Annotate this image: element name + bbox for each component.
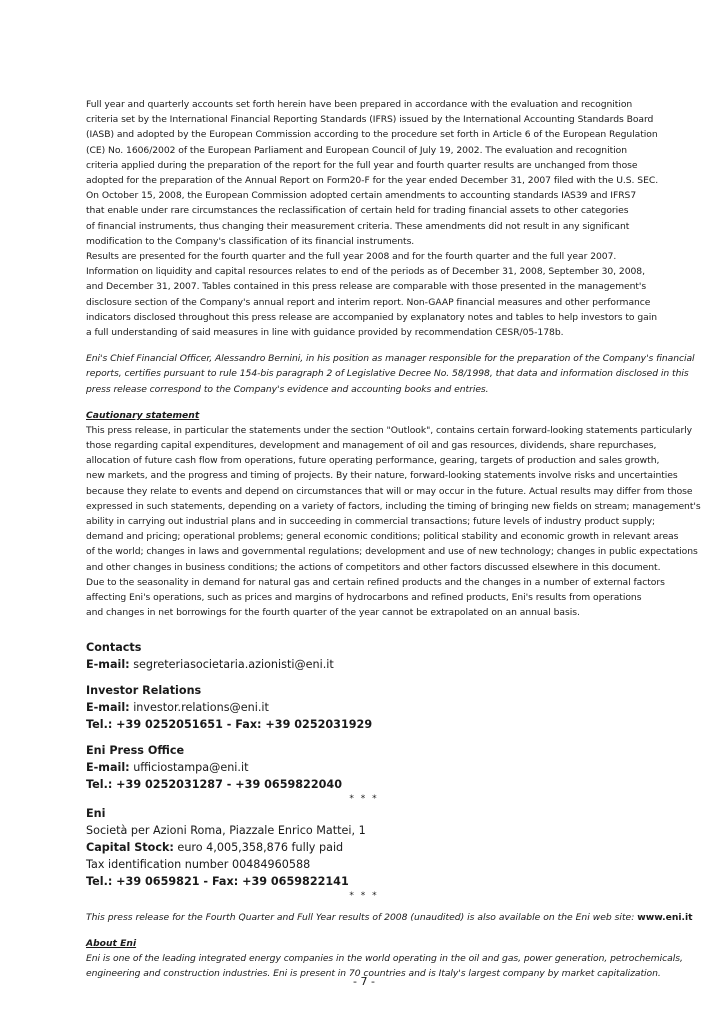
text-line: reports, certifies pursuant to rule 154-bis paragraph 2 of Legislative Decree No. 58/1998, that data and information disclosed in this [86,368,689,380]
text-line: Eni's Chief Financial Officer, Alessandro Bernini, in his position as manager responsible for the preparation of the Company's financial [86,353,695,365]
text-line: Results are presented for the fourth quarter and the full year 2008 and for the fourth quarter and the full year 2007. [86,251,617,263]
text-line: because they relate to events and depend on circumstances that will or may occur in the future. Actual results may differ from those [86,485,693,497]
text-line: adopted for the preparation of the Annual Report on Form20-F for the year ended December 31, 2007 filed with the U.S. SEC. [86,175,659,187]
company-info-block [86,805,642,890]
text-line: expressed in such statements, depending on a variety of factors, including the timing of bringing new fields on stream; management's [86,500,701,512]
availability-text: This press release for the Fourth Quarter and Full Year results of 2008 (unaudited) is also available on the Eni web site: [86,911,638,923]
text-line: indicators disclosed throughout this press release are accompanied by explanatory notes and tables to help investors to gain [86,311,657,323]
tax-id: Tax identification number 00484960588 [86,857,311,871]
press-office-phone: Tel.: +39 0252031287 - +39 0659822040 [86,777,342,791]
investor-relations-heading: Investor Relations [86,683,202,697]
text-line: allocation of future cash flow from operations, future operating performance, gearing, targets of production and sales growth, [86,455,660,467]
text-line: On October 15, 2008, the European Commission adopted certain amendments to accounting standards IAS39 and IFRS7 [86,190,637,202]
company-address: Società per Azioni Roma, Piazzale Enrico Mattei, 1 [86,823,366,837]
email-label: E-mail: [86,657,130,671]
text-line: modification to the Company's classification of its financial instruments. [86,235,415,247]
contacts-email[interactable]: segreteriasocietaria.azionisti@eni.it [129,657,334,671]
text-line: ability in carrying out industrial plans and in succeeding in commercial transactions; future levels of industry product supply; [86,516,656,528]
about-heading: About Eni [86,937,137,949]
document-page [86,97,701,981]
text-line: those regarding capital expenditures, development and management of oil and gas resources, dividends, share repurchases, [86,440,657,452]
text-line: Full year and quarterly accounts set forth herein have been prepared in accordance with the evaluation and recognition [86,99,633,110]
capital-label: Capital Stock: [86,840,174,854]
press-office-heading: Eni Press Office [86,743,185,757]
text-line: of financial instruments, thus changing their measurement criteria. These amendments did not result in any significant [86,220,630,232]
text-line: This press release, in particular the statements under the section "Outlook", contains certain forward-looking statements particularly [86,424,693,436]
website-link[interactable]: www.eni.it [637,911,693,923]
press-office-block [86,742,642,793]
press-office-email[interactable]: ufficiostampa@eni.it [129,760,249,774]
text-line: new markets, and the progress and timing of projects. By their nature, forward-looking statements involve risks and uncertainties [86,470,678,482]
capital-value: euro 4,005,358,876 fully paid [173,840,344,854]
text-line: press release correspond to the Company's evidence and accounting books and entries. [86,383,489,395]
company-name: Eni [86,806,106,820]
text-line: of the world; changes in laws and governmental regulations; development and use of new technology; changes in public expectations [86,546,698,558]
page-number: - 7 - [353,975,375,988]
text-line: criteria set by the International Financial Reporting Standards (IFRS) issued by the International Accounting Standards Board [86,114,654,126]
contacts-heading: Contacts [86,640,142,654]
cautionary-paragraph [86,423,701,621]
investor-relations-phone: Tel.: +39 0252051651 - Fax: +39 0252031929 [86,717,373,731]
text-line: affecting Eni's operations, such as prices and margins of hydrocarbons and refined products, Eni's results from operations [86,592,642,604]
contacts-block [86,639,642,673]
text-line: Due to the seasonality in demand for natural gas and certain refined products and the changes in a number of external factors [86,576,665,588]
section-separator: * * * [349,793,379,804]
section-separator: * * * [349,890,379,901]
text-line: engineering and construction industries. Eni is present in 70 countries and is Italy's largest company by market capitalization. [86,967,661,979]
text-line: disclosure section of the Company's annual report and interim report. Non-GAAP financial measures and other performance [86,296,651,308]
cfo-certification [86,351,695,397]
availability-note [86,910,693,925]
text-line: a full understanding of said measures in line with guidance provided by recommendation CESR/05-178b. [86,327,564,339]
text-line: and December 31, 2007. Tables contained in this press release are comparable with those presented in the management's [86,281,647,293]
email-label: E-mail: [86,700,130,714]
investor-relations-email[interactable]: investor.relations@eni.it [129,700,269,714]
company-phone: Tel.: +39 0659821 - Fax: +39 0659822141 [86,874,349,888]
text-line: (IASB) and adopted by the European Commission according to the procedure set forth in Article 6 of the European Regulation [86,129,658,141]
intro-paragraph [86,97,659,340]
text-line: Information on liquidity and capital resources relates to end of the periods as of December 31, 2008, September 30, 2008, [86,266,645,278]
text-line: and changes in net borrowings for the fourth quarter of the year cannot be extrapolated on an annual basis. [86,607,580,619]
cautionary-heading: Cautionary statement [86,409,200,421]
text-line: demand and pricing; operational problems; general economic conditions; political stability and economic growth in relevant areas [86,531,679,543]
text-line: and other changes in business conditions; the actions of competitors and other factors discussed elsewhere in this document. [86,561,661,573]
text-line: Eni is one of the leading integrated energy companies in the world operating in the oil and gas, power generation, petrochemicals, [86,952,683,964]
text-line: (CE) No. 1606/2002 of the European Parliament and European Council of July 19, 2002. The evaluation and recognition [86,144,627,156]
text-line: that enable under rare circumstances the reclassification of certain held for trading financial assets to other categories [86,205,629,217]
email-label: E-mail: [86,760,130,774]
text-line: criteria applied during the preparation of the report for the full year and fourth quarter results are unchanged from those [86,159,638,171]
investor-relations-block [86,682,642,733]
